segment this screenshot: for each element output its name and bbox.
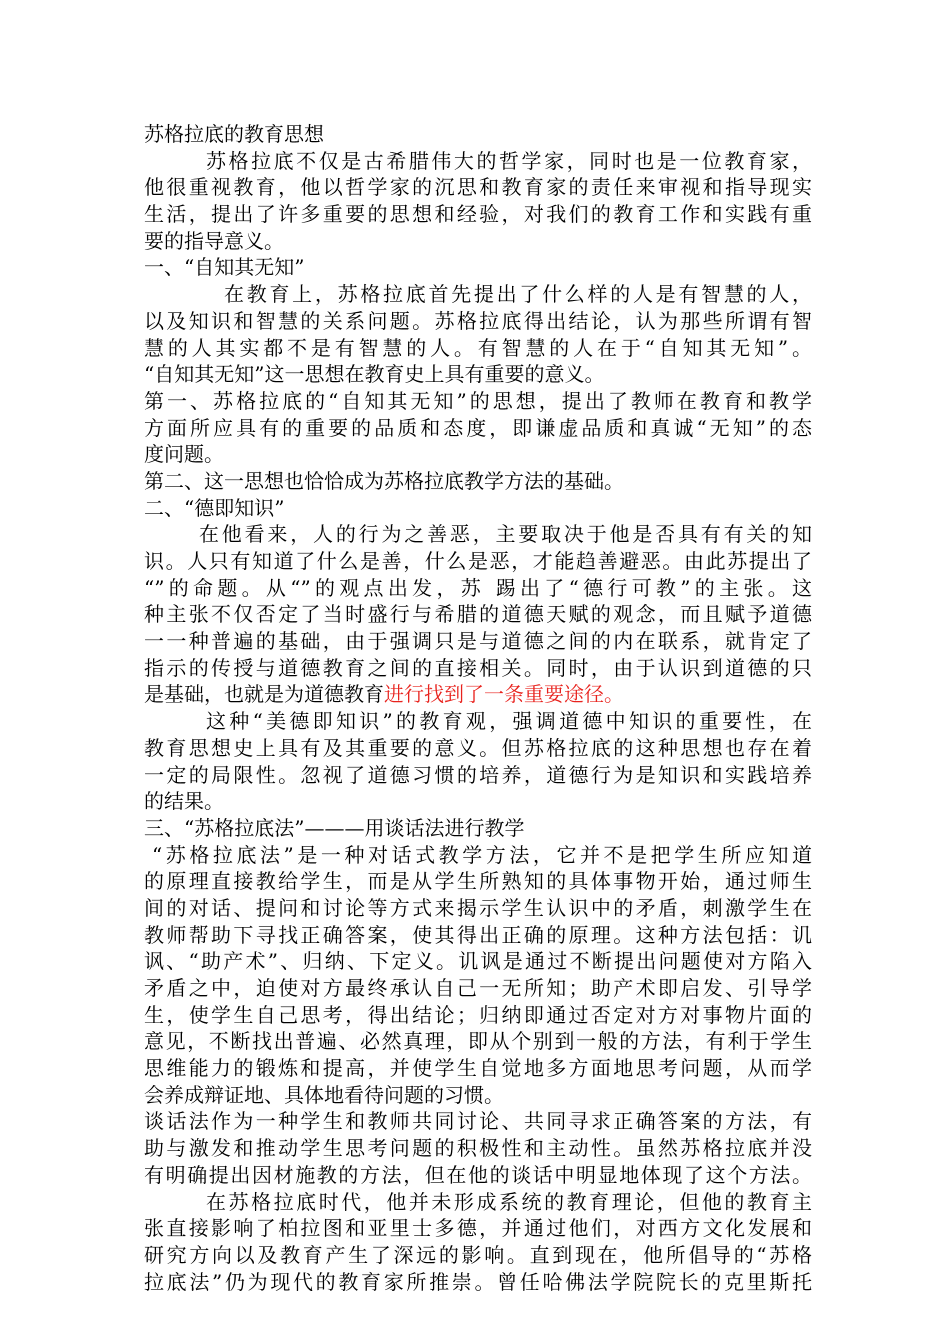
text-line: 一一种普遍的基础，由于强调只是与道德之间的内在联系，就肯定了: [144, 629, 812, 654]
text-line: 在他看来，人的行为之善恶，主要取决于他是否具有有关的知: [199, 522, 812, 547]
text-line: 三、“苏格拉底法”———用谈话法进行教学: [144, 815, 525, 840]
text-line: 在苏格拉底时代，他并未形成系统的教育理论，但他的教育主: [206, 1189, 812, 1214]
red-highlight-line: [144, 681, 812, 708]
text-line: 方面所应具有的重要的品质和态度，即谦虚品质和真诚“无知”的态: [144, 415, 812, 440]
red-highlighted-text: 进行找到了一条重要途径。: [384, 682, 624, 707]
text-line: 拉底法”仍为现代的教育家所推崇。曾任哈佛法学院院长的克里斯托: [144, 1269, 812, 1294]
text-line: 讽、“助产术”、归纳、下定义。讥讽是通过不断提出问题使对方陷入: [144, 949, 812, 974]
text-line: 第二、这一思想也恰恰成为苏格拉底教学方法的基础。: [144, 468, 624, 493]
text-line: 他很重视教育，他以哲学家的沉思和教育家的责任来审视和指导现实: [144, 175, 812, 200]
text-line: “自知其无知”这一思想在教育史上具有重要的意义。: [144, 362, 605, 387]
text-line: 在教育上，苏格拉底首先提出了什么样的人是有智慧的人，: [224, 282, 812, 307]
text-line: 的原理直接教给学生，而是从学生所熟知的具体事物开始，通过师生: [144, 869, 812, 894]
text-line: 识。人只有知道了什么是善，什么是恶，才能趋善避恶。由此苏提出了: [144, 549, 812, 573]
text-line: “苏格拉底法”是一种对话式教学方法，它并不是把学生所应知道: [152, 842, 812, 867]
text-line: 的结果。: [144, 789, 224, 814]
text-line: 会养成辩证地、具体地看待问题的习惯。: [144, 1082, 504, 1107]
text-line: 以及知识和智慧的关系问题。苏格拉底得出结论，认为那些所谓有智: [144, 308, 812, 333]
text-line: 生，使学生自己思考，得出结论；归纳即通过否定对方对事物片面的: [144, 1002, 812, 1027]
text-line: 二、“德即知识”: [144, 495, 285, 520]
document-page: [144, 121, 812, 1295]
text-line: 苏格拉底不仅是古希腊伟大的哲学家，同时也是一位教育家，: [206, 148, 812, 173]
text-line: 教师帮助下寻找正确答案，使其得出正确的原理。这种方法包括：讥: [144, 922, 812, 947]
text-line: 种主张不仅否定了当时盛行与希腊的道德天赋的观念，而且赋予道德: [144, 602, 812, 627]
text-line: 慧的人其实都不是有智慧的人。有智慧的人在于“自知其无知”。: [144, 335, 812, 360]
text-line: 要的指导意义。: [144, 228, 284, 253]
text-line: 矛盾之中，迫使对方最终承认自己一无所知；助产术即启发、引导学: [144, 976, 812, 1000]
text-line: 一定的局限性。忽视了道德习惯的培养，道德行为是知识和实践培养: [144, 762, 812, 787]
text-line: 度问题。: [144, 442, 224, 467]
text-line: 张直接影响了柏拉图和亚里士多德，并通过他们，对西方文化发展和: [144, 1216, 812, 1241]
text-line: 教育思想史上具有及其重要的意义。但苏格拉底的这种思想也存在着: [144, 735, 812, 760]
text-line: 思维能力的锻炼和提高，并使学生自觉地多方面地思考问题，从而学: [144, 1056, 812, 1081]
text-line: 研究方向以及教育产生了深远的影响。直到现在，他所倡导的“苏格: [144, 1242, 812, 1267]
document-title: 苏格拉底的教育思想: [144, 122, 324, 146]
text-line: 间的对话、提问和讨论等方式来揭示学生认识中的矛盾，刺激学生在: [144, 895, 812, 920]
text-line: 助与激发和推动学生思考问题的积极性和主动性。虽然苏格拉底并没: [144, 1136, 812, 1161]
text-line: 生活，提出了许多重要的思想和经验，对我们的教育工作和实践有重: [144, 202, 812, 227]
text-line: 有明确提出因材施教的方法，但在他的谈话中明显地体现了这个方法。: [144, 1162, 812, 1187]
text-line: 指示的传授与道德教育之间的直接相关。同时，由于认识到道德的只: [144, 655, 812, 680]
text-line: 意见，不断找出普遍、必然真理，即从个别到一般的方法，有利于学生: [144, 1029, 812, 1054]
text-line: 谈话法作为一种学生和教师共同讨论、共同寻求正确答案的方法，有: [144, 1109, 812, 1134]
text-line: “”的命题。从“”的观点出发，苏 踢出了“德行可教”的主张。这: [144, 575, 812, 600]
line-black-part: 是基础，也就是为道德教育: [144, 682, 384, 707]
text-line: 一、“自知其无知”: [144, 255, 305, 280]
text-block-2: [144, 708, 812, 1295]
text-line: 第一、苏格拉底的“自知其无知”的思想，提出了教师在教育和教学: [144, 388, 812, 413]
text-block-1: [144, 148, 812, 682]
text-line: 这种“美德即知识”的教育观，强调道德中知识的重要性，在: [206, 709, 812, 734]
